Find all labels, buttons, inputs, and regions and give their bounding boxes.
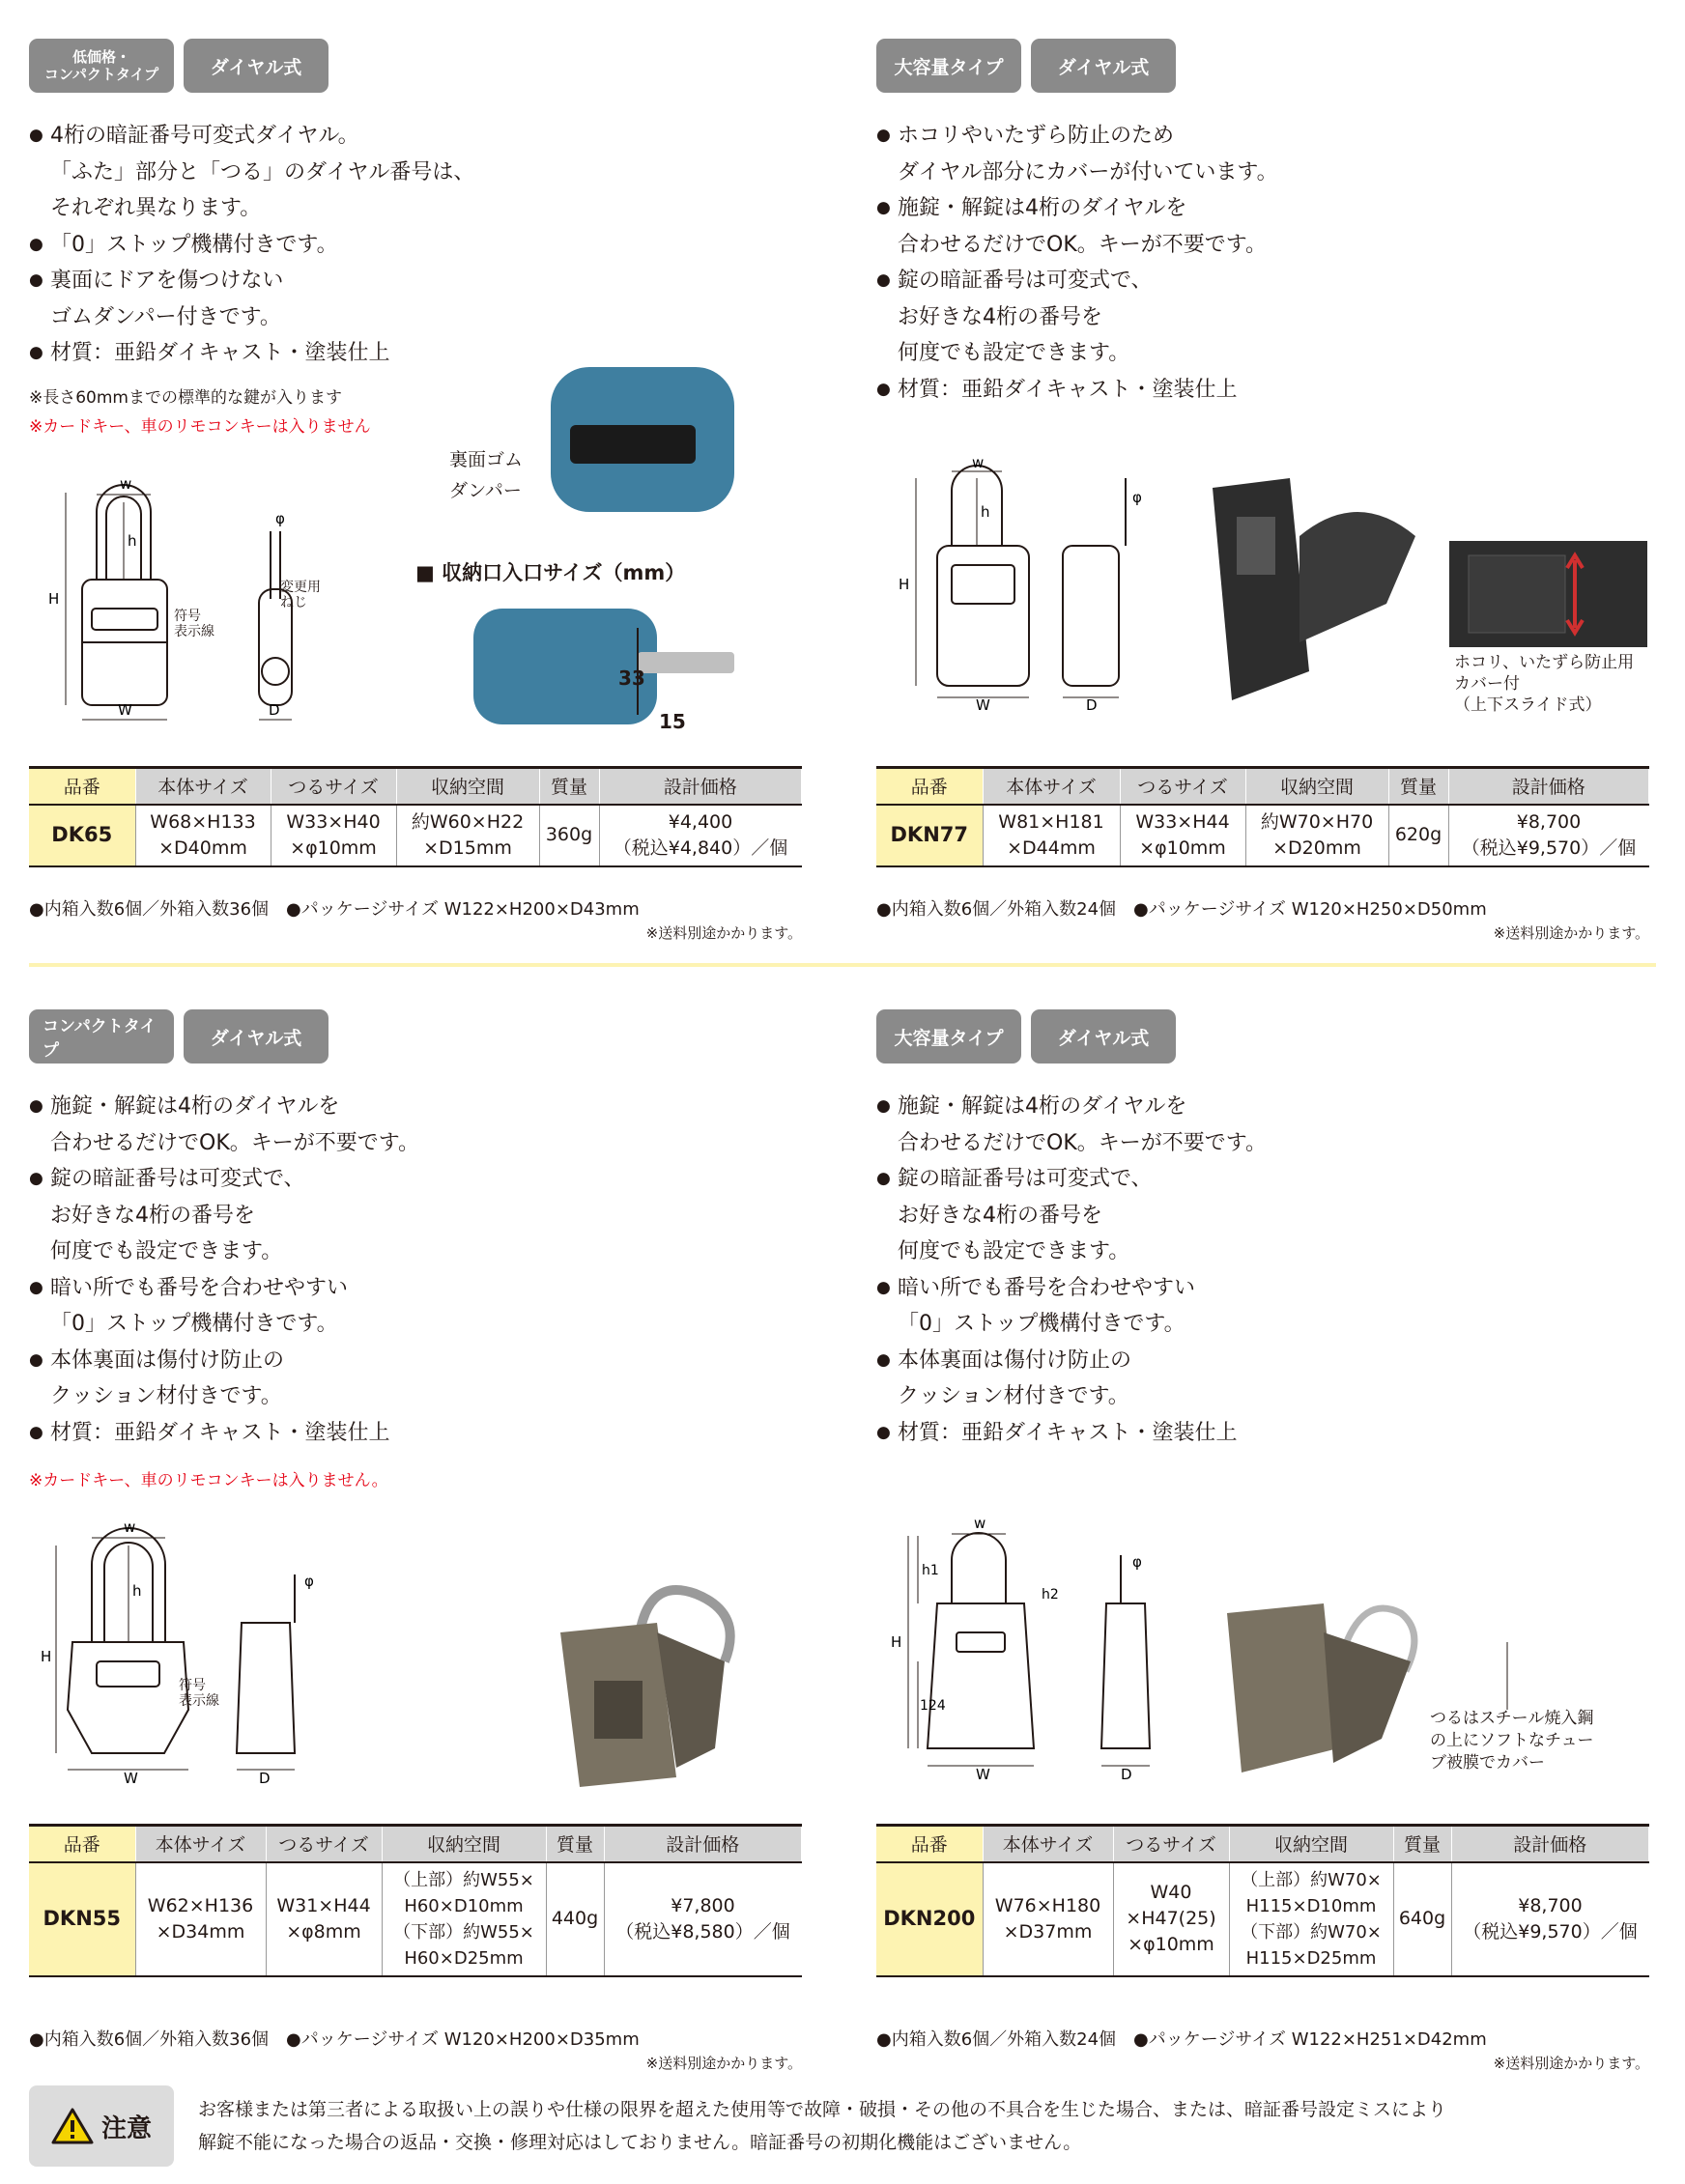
leader-line xyxy=(1488,1642,1517,1710)
col-header: 品番 xyxy=(876,1826,983,1862)
label-screw: 変更用 ねじ xyxy=(280,580,321,610)
tag-type: 低価格・ コンパクトタイプ xyxy=(29,39,174,93)
feature-item: ● 「0」ストップ機構付きです。 xyxy=(29,227,802,264)
label-dim-15: 15 xyxy=(659,710,686,733)
feature-item: ● 材質：亜鉛ダイキャスト・塗装仕上 xyxy=(876,1415,1649,1452)
note-key-length: ※長さ60mmまでの標準的な鍵が入ります xyxy=(29,387,342,408)
feature-item: ● 施錠・解錠は4桁のダイヤルを 合わせるだけでOK。キーが不要です。 xyxy=(876,1089,1649,1161)
photo-dkn77-open xyxy=(1193,478,1425,710)
label-h: h xyxy=(981,503,990,521)
feature-list xyxy=(29,1089,802,1451)
spec-table-dkn77 xyxy=(876,766,1649,867)
col-header: つるサイズ xyxy=(1120,768,1245,805)
col-header: 収納空間 xyxy=(1245,768,1388,805)
product-section-dkn55 xyxy=(29,1009,802,1495)
photo-dkn77-cover xyxy=(1449,541,1647,647)
label-h2: h2 xyxy=(1042,1587,1059,1603)
cell-product-number: DK65 xyxy=(29,805,135,866)
feature-item: ● 4桁の暗証番号可変式ダイヤル。 「ふた」部分と「つる」のダイヤル番号は、 それぞれ異なります。 xyxy=(29,118,802,227)
label-dim-33: 33 xyxy=(618,667,645,690)
cell-shackle-size: W31×H44 ×φ8mm xyxy=(266,1862,382,1976)
cell-weight: 640g xyxy=(1393,1862,1451,1976)
feature-item: ● 材質：亜鉛ダイキャスト・塗装仕上 xyxy=(29,1415,802,1452)
feature-item: ● ホコリやいたずら防止のため ダイヤル部分にカバーが付いています。 xyxy=(876,118,1649,190)
col-header: 設計価格 xyxy=(604,1826,802,1862)
table-row xyxy=(876,805,1649,866)
package-info-dkn77 xyxy=(876,898,1649,945)
label-w: w xyxy=(124,1518,136,1536)
shipping-note: ※送料別途かかります。 xyxy=(1493,924,1649,942)
col-header: 本体サイズ xyxy=(135,768,271,805)
photo-dkn55 xyxy=(551,1574,754,1787)
tag-row xyxy=(876,1009,1649,1067)
feature-item: ● 裏面にドアを傷つけない ゴムダンパー付きです。 xyxy=(29,263,802,335)
col-header: 本体サイズ xyxy=(983,768,1120,805)
label-phi: φ xyxy=(275,510,285,527)
label-W: W xyxy=(124,1770,138,1787)
col-header: 質量 xyxy=(539,768,599,805)
feature-item: ● 本体裏面は傷付け防止の クッション材付きです。 xyxy=(29,1343,802,1415)
feature-item: ● 錠の暗証番号は可変式で、 お好きな4桁の番号を 何度でも設定できます。 xyxy=(876,1161,1649,1270)
cell-body-size: W68×H133 ×D40mm xyxy=(135,805,271,866)
col-header: 品番 xyxy=(29,1826,135,1862)
cell-storage-space: （上部）約W70× H115×D10mm （下部）約W70× H115×D25mm xyxy=(1229,1862,1393,1976)
product-section-dkn200 xyxy=(876,1009,1649,1451)
label-phi: φ xyxy=(304,1573,314,1590)
caution-label: 注意 xyxy=(100,2113,152,2143)
col-header: つるサイズ xyxy=(271,768,396,805)
package-text: ●内箱入数6個／外箱入数36個 ●パッケージサイズ W122×H200×D43mm xyxy=(29,899,640,920)
label-H: H xyxy=(891,1633,902,1651)
tag-type: 大容量タイプ xyxy=(876,39,1021,93)
label-phi: φ xyxy=(1132,1553,1142,1571)
feature-list xyxy=(29,118,802,372)
col-header: 品番 xyxy=(876,768,983,805)
label-h1: h1 xyxy=(922,1563,939,1578)
col-header: つるサイズ xyxy=(1113,1826,1229,1862)
caution-text: お客様または第三者による取扱い上の誤りや仕様の限界を超えた使用等で故障・破損・その他の不具合を生じた場合、または、暗証番号設定ミスにより 解錠不能になった場合の返品・交換・修理対応はしておりません。暗証番号の初期化機能はございません。 xyxy=(198,2099,1447,2153)
caution-badge xyxy=(29,2085,174,2167)
col-header: 収納空間 xyxy=(382,1826,546,1862)
label-w: w xyxy=(972,454,985,471)
label-code-line: 符号 表示線 xyxy=(174,609,214,639)
cell-shackle-size: W33×H40 ×φ10mm xyxy=(271,805,396,866)
tag-dial: ダイヤル式 xyxy=(184,1009,328,1064)
label-h: h xyxy=(132,1582,142,1600)
cell-weight: 440g xyxy=(546,1862,604,1976)
warning-icon xyxy=(51,2107,94,2145)
label-D: D xyxy=(269,701,280,719)
caption-shackle: つるはスチール焼入鋼 の上にソフトなチュー ブ被膜でカバー xyxy=(1430,1709,1594,1773)
dimension-diagram-dkn77 xyxy=(889,454,1179,715)
label-w: w xyxy=(120,475,132,493)
package-info-dkn55 xyxy=(29,2028,802,2075)
col-header: 本体サイズ xyxy=(135,1826,266,1862)
col-header: 設計価格 xyxy=(599,768,802,805)
caution-box xyxy=(29,2085,1656,2167)
label-D: D xyxy=(1086,696,1098,714)
spec-table-dkn200 xyxy=(876,1824,1649,1977)
package-text: ●内箱入数6個／外箱入数36個 ●パッケージサイズ W120×H200×D35mm xyxy=(29,2029,640,2050)
feature-list xyxy=(876,118,1649,408)
tag-row xyxy=(29,39,802,97)
table-row xyxy=(876,1862,1649,1976)
dimension-diagram-dkn55 xyxy=(39,1517,348,1787)
cell-product-number: DKN200 xyxy=(876,1862,983,1976)
col-header: 収納空間 xyxy=(1229,1826,1393,1862)
cell-storage-space: 約W70×H70 ×D20mm xyxy=(1245,805,1388,866)
cell-storage-space: 約W60×H22 ×D15mm xyxy=(396,805,539,866)
label-h: h xyxy=(128,532,137,550)
package-text: ●内箱入数6個／外箱入数24個 ●パッケージサイズ W120×H250×D50mm xyxy=(876,899,1487,920)
feature-item: ● 施錠・解錠は4桁のダイヤルを 合わせるだけでOK。キーが不要です。 xyxy=(876,190,1649,263)
tag-dial: ダイヤル式 xyxy=(1031,39,1176,93)
feature-item: ● 暗い所でも番号を合わせやすい 「0」ストップ機構付きです。 xyxy=(29,1270,802,1343)
feature-item: ● 錠の暗証番号は可変式で、 お好きな4桁の番号を 何度でも設定できます。 xyxy=(876,263,1649,372)
col-header: 設計価格 xyxy=(1451,1826,1649,1862)
package-info-dkn200 xyxy=(876,2028,1649,2075)
feature-item: ● 施錠・解錠は4桁のダイヤルを 合わせるだけでOK。キーが不要です。 xyxy=(29,1089,802,1161)
cell-shackle-size: W40 ×H47(25) ×φ10mm xyxy=(1113,1862,1229,1976)
shipping-note: ※送料別途かかります。 xyxy=(645,924,802,942)
cell-price: ¥7,800 （税込¥8,580）／個 xyxy=(604,1862,802,1976)
package-text: ●内箱入数6個／外箱入数24個 ●パッケージサイズ W122×H251×D42mm xyxy=(876,2029,1487,2050)
note-card-key: ※カードキー、車のリモコンキーは入りません。 xyxy=(29,1471,388,1490)
caption-cover: ホコリ、いたずら防止用 カバー付 （上下スライド式） xyxy=(1454,653,1635,715)
feature-item: ● 暗い所でも番号を合わせやすい 「0」ストップ機構付きです。 xyxy=(876,1270,1649,1343)
label-code-line: 符号 表示線 xyxy=(179,1678,219,1709)
label-H: H xyxy=(41,1648,52,1665)
photo-dkn200 xyxy=(1217,1594,1430,1777)
cell-weight: 360g xyxy=(539,805,599,866)
tag-row xyxy=(29,1009,802,1067)
feature-item: ● 材質：亜鉛ダイキャスト・塗装仕上 xyxy=(29,335,802,372)
feature-list xyxy=(876,1089,1649,1451)
table-row xyxy=(29,805,802,866)
cell-body-size: W81×H181 ×D44mm xyxy=(983,805,1120,866)
cell-body-size: W62×H136 ×D34mm xyxy=(135,1862,266,1976)
spec-table-dkn55 xyxy=(29,1824,802,1977)
dimension-diagram-dkn200 xyxy=(879,1517,1169,1787)
label-W: W xyxy=(976,696,990,714)
cell-weight: 620g xyxy=(1388,805,1448,866)
label-D: D xyxy=(1121,1766,1132,1783)
cell-body-size: W76×H180 ×D37mm xyxy=(983,1862,1113,1976)
col-header: 質量 xyxy=(1388,768,1448,805)
label-back-damper: 裏面ゴム ダンパー xyxy=(449,449,524,501)
shipping-note: ※送料別途かかります。 xyxy=(645,2055,802,2072)
label-W: W xyxy=(976,1766,990,1783)
cell-shackle-size: W33×H44 ×φ10mm xyxy=(1120,805,1245,866)
cell-price: ¥8,700 （税込¥9,570）／個 xyxy=(1448,805,1649,866)
tag-type: コンパクトタイプ xyxy=(29,1009,174,1064)
note-card-key: ※カードキー、車のリモコンキーは入りません xyxy=(29,416,371,437)
col-header: 質量 xyxy=(546,1826,604,1862)
feature-item: ● 本体裏面は傷付け防止の クッション材付きです。 xyxy=(876,1343,1649,1415)
shipping-note: ※送料別途かかります。 xyxy=(1493,2055,1649,2072)
col-header: 本体サイズ xyxy=(983,1826,1113,1862)
col-header: 設計価格 xyxy=(1448,768,1649,805)
label-opening-size: ■ 収納口入口サイズ（mm） xyxy=(415,561,686,584)
feature-item: ● 材質：亜鉛ダイキャスト・塗装仕上 xyxy=(876,372,1649,409)
tag-dial: ダイヤル式 xyxy=(1031,1009,1176,1064)
section-divider xyxy=(29,963,1656,967)
label-H: H xyxy=(899,576,910,593)
package-info-dk65 xyxy=(29,898,802,945)
cell-product-number: DKN77 xyxy=(876,805,983,866)
feature-item: ● 錠の暗証番号は可変式で、 お好きな4桁の番号を 何度でも設定できます。 xyxy=(29,1161,802,1270)
table-row xyxy=(29,1862,802,1976)
cell-storage-space: （上部）約W55× H60×D10mm （下部）約W55× H60×D25mm xyxy=(382,1862,546,1976)
label-H: H xyxy=(48,590,60,608)
label-124: 124 xyxy=(920,1698,946,1714)
label-w: w xyxy=(974,1517,986,1532)
cell-price: ¥4,400 （税込¥4,840）／個 xyxy=(599,805,802,866)
label-D: D xyxy=(259,1770,271,1787)
cell-product-number: DKN55 xyxy=(29,1862,135,1976)
tag-dial: ダイヤル式 xyxy=(184,39,328,93)
label-phi: φ xyxy=(1132,489,1142,506)
spec-table-dk65 xyxy=(29,766,802,867)
col-header: 収納空間 xyxy=(396,768,539,805)
tag-row xyxy=(876,39,1649,97)
col-header: 質量 xyxy=(1393,1826,1451,1862)
product-section-dkn77 xyxy=(876,39,1649,408)
col-header: つるサイズ xyxy=(266,1826,382,1862)
col-header: 品番 xyxy=(29,768,135,805)
photo-back-damper xyxy=(541,367,744,522)
tag-type: 大容量タイプ xyxy=(876,1009,1021,1064)
cell-price: ¥8,700 （税込¥9,570）／個 xyxy=(1451,1862,1649,1976)
label-W: W xyxy=(118,701,132,719)
